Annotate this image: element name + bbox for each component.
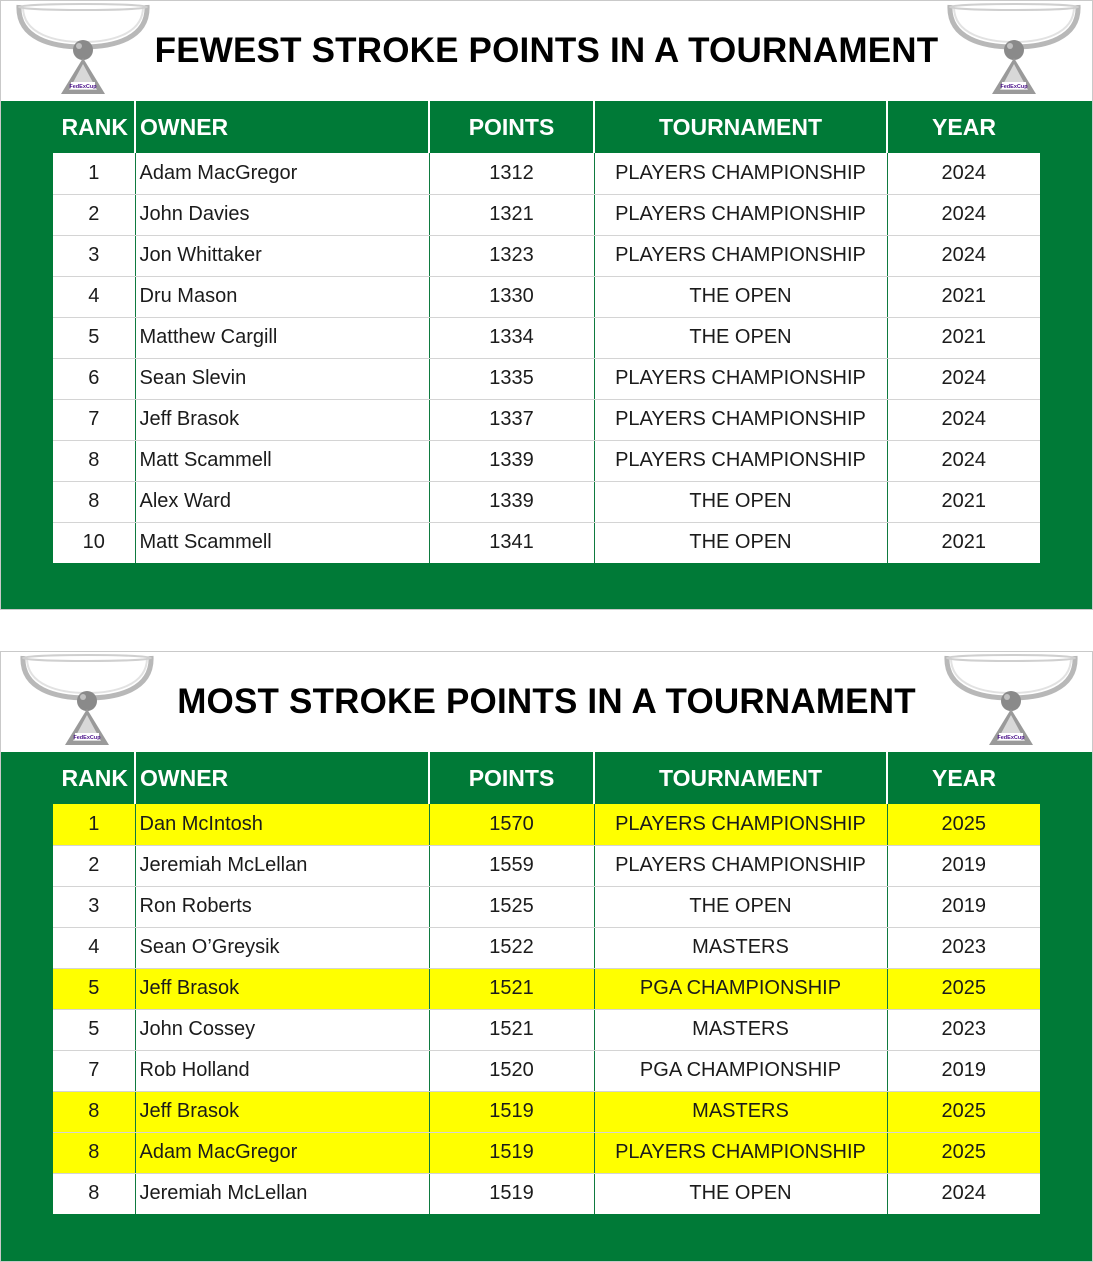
cell-tournament: PLAYERS CHAMPIONSHIP	[594, 194, 887, 235]
cell-year: 2021	[887, 522, 1040, 563]
cell-rank: 7	[53, 1050, 135, 1091]
cell-year: 2021	[887, 317, 1040, 358]
cell-points: 1341	[429, 522, 594, 563]
cell-tournament: THE OPEN	[594, 481, 887, 522]
cell-points: 1334	[429, 317, 594, 358]
fewest-table	[53, 101, 1040, 563]
cell-rank: 5	[53, 1009, 135, 1050]
fewest-table-area	[1, 101, 1092, 609]
cell-owner: Sean Slevin	[135, 358, 429, 399]
cell-owner: Sean O’Greysik	[135, 927, 429, 968]
header-owner: OWNER	[135, 752, 429, 804]
cell-points: 1330	[429, 276, 594, 317]
table-row	[53, 1091, 1040, 1132]
cell-owner: Jeff Brasok	[135, 968, 429, 1009]
cell-points: 1339	[429, 440, 594, 481]
cell-tournament: PLAYERS CHAMPIONSHIP	[594, 440, 887, 481]
table-row	[53, 235, 1040, 276]
header-owner: OWNER	[135, 101, 429, 153]
cell-year: 2021	[887, 276, 1040, 317]
cell-year: 2023	[887, 1009, 1040, 1050]
most-title-band	[1, 652, 1092, 752]
cell-tournament: THE OPEN	[594, 1173, 887, 1214]
cell-owner: John Davies	[135, 194, 429, 235]
header-points: POINTS	[429, 101, 594, 153]
cell-points: 1525	[429, 886, 594, 927]
cell-year: 2024	[887, 194, 1040, 235]
table-row	[53, 276, 1040, 317]
most-title: MOST STROKE POINTS IN A TOURNAMENT	[177, 682, 916, 721]
cell-points: 1337	[429, 399, 594, 440]
cell-owner: John Cossey	[135, 1009, 429, 1050]
table-row	[53, 522, 1040, 563]
table-row	[53, 927, 1040, 968]
cell-tournament: PLAYERS CHAMPIONSHIP	[594, 1132, 887, 1173]
table-row	[53, 968, 1040, 1009]
cell-owner: Jeff Brasok	[135, 399, 429, 440]
cell-points: 1521	[429, 1009, 594, 1050]
cell-rank: 7	[53, 399, 135, 440]
trophy-icon	[944, 1, 1084, 96]
cell-year: 2019	[887, 845, 1040, 886]
cell-owner: Dru Mason	[135, 276, 429, 317]
table-row	[53, 886, 1040, 927]
header-tournament: TOURNAMENT	[594, 752, 887, 804]
cell-rank: 2	[53, 845, 135, 886]
cell-tournament: PLAYERS CHAMPIONSHIP	[594, 804, 887, 845]
header-year: YEAR	[932, 113, 996, 140]
cell-tournament: MASTERS	[594, 1009, 887, 1050]
cell-year: 2025	[887, 804, 1040, 845]
cell-year: 2025	[887, 1132, 1040, 1173]
cell-year: 2024	[887, 358, 1040, 399]
most-panel	[0, 651, 1093, 1262]
table-row	[53, 481, 1040, 522]
cell-rank: 1	[53, 153, 135, 194]
cell-owner: Jeff Brasok	[135, 1091, 429, 1132]
cell-points: 1519	[429, 1173, 594, 1214]
cell-tournament: MASTERS	[594, 927, 887, 968]
cell-points: 1335	[429, 358, 594, 399]
table-row	[53, 1173, 1040, 1214]
header-points: POINTS	[429, 752, 594, 804]
table-row	[53, 153, 1040, 194]
cell-rank: 2	[53, 194, 135, 235]
cell-year: 2024	[887, 235, 1040, 276]
cell-rank: 4	[53, 276, 135, 317]
cell-owner: Dan McIntosh	[135, 804, 429, 845]
cell-points: 1312	[429, 153, 594, 194]
cell-year: 2024	[887, 399, 1040, 440]
cell-rank: 1	[53, 804, 135, 845]
cell-rank: 8	[53, 1173, 135, 1214]
cell-rank: 6	[53, 358, 135, 399]
header-tournament: TOURNAMENT	[594, 101, 887, 153]
cell-points: 1339	[429, 481, 594, 522]
cell-year: 2024	[887, 1173, 1040, 1214]
table-row	[53, 399, 1040, 440]
cell-owner: Jeremiah McLellan	[135, 1173, 429, 1214]
cell-rank: 3	[53, 235, 135, 276]
fewest-table-body	[53, 153, 1040, 563]
cell-owner: Adam MacGregor	[135, 1132, 429, 1173]
cell-year: 2025	[887, 968, 1040, 1009]
table-row	[53, 1009, 1040, 1050]
cell-rank: 5	[53, 317, 135, 358]
trophy-icon	[941, 652, 1081, 747]
cell-owner: Matt Scammell	[135, 522, 429, 563]
cell-rank: 8	[53, 1091, 135, 1132]
cell-year: 2023	[887, 927, 1040, 968]
most-table-area	[1, 752, 1092, 1261]
cell-tournament: THE OPEN	[594, 886, 887, 927]
cell-owner: Ron Roberts	[135, 886, 429, 927]
cell-tournament: THE OPEN	[594, 522, 887, 563]
header-year: YEAR	[932, 764, 996, 791]
table-row	[53, 845, 1040, 886]
header-row	[53, 101, 1040, 153]
cell-tournament: PLAYERS CHAMPIONSHIP	[594, 153, 887, 194]
table-row	[53, 194, 1040, 235]
cell-rank: 10	[53, 522, 135, 563]
cell-year: 2024	[887, 153, 1040, 194]
table-row	[53, 358, 1040, 399]
cell-year: 2021	[887, 481, 1040, 522]
cell-tournament: MASTERS	[594, 1091, 887, 1132]
cell-year: 2025	[887, 1091, 1040, 1132]
most-table-body	[53, 804, 1040, 1214]
cell-tournament: PGA CHAMPIONSHIP	[594, 1050, 887, 1091]
cell-points: 1520	[429, 1050, 594, 1091]
cell-owner: Matthew Cargill	[135, 317, 429, 358]
fewest-title-band	[1, 1, 1092, 101]
cell-tournament: PLAYERS CHAMPIONSHIP	[594, 235, 887, 276]
header-row	[53, 752, 1040, 804]
cell-points: 1519	[429, 1132, 594, 1173]
cell-rank: 5	[53, 968, 135, 1009]
cell-owner: Rob Holland	[135, 1050, 429, 1091]
fewest-title: FEWEST STROKE POINTS IN A TOURNAMENT	[154, 31, 939, 70]
header-rank: RANK	[53, 101, 135, 153]
fewest-panel	[0, 0, 1093, 610]
cell-rank: 8	[53, 481, 135, 522]
cell-year: 2019	[887, 1050, 1040, 1091]
cell-points: 1521	[429, 968, 594, 1009]
cell-year: 2024	[887, 440, 1040, 481]
cell-points: 1559	[429, 845, 594, 886]
cell-owner: Jeremiah McLellan	[135, 845, 429, 886]
table-row	[53, 440, 1040, 481]
cell-tournament: THE OPEN	[594, 317, 887, 358]
cell-tournament: PLAYERS CHAMPIONSHIP	[594, 399, 887, 440]
cell-points: 1570	[429, 804, 594, 845]
cell-owner: Matt Scammell	[135, 440, 429, 481]
cell-owner: Adam MacGregor	[135, 153, 429, 194]
cell-rank: 8	[53, 1132, 135, 1173]
cell-owner: Alex Ward	[135, 481, 429, 522]
cell-points: 1519	[429, 1091, 594, 1132]
cell-tournament: PGA CHAMPIONSHIP	[594, 968, 887, 1009]
cell-owner: Jon Whittaker	[135, 235, 429, 276]
cell-year: 2019	[887, 886, 1040, 927]
cell-tournament: PLAYERS CHAMPIONSHIP	[594, 358, 887, 399]
cell-rank: 3	[53, 886, 135, 927]
cell-tournament: PLAYERS CHAMPIONSHIP	[594, 845, 887, 886]
table-row	[53, 1050, 1040, 1091]
table-row	[53, 1132, 1040, 1173]
cell-rank: 4	[53, 927, 135, 968]
most-table	[53, 752, 1040, 1214]
cell-tournament: THE OPEN	[594, 276, 887, 317]
cell-points: 1321	[429, 194, 594, 235]
header-rank: RANK	[53, 752, 135, 804]
cell-points: 1522	[429, 927, 594, 968]
cell-points: 1323	[429, 235, 594, 276]
table-row	[53, 317, 1040, 358]
cell-rank: 8	[53, 440, 135, 481]
table-row	[53, 804, 1040, 845]
